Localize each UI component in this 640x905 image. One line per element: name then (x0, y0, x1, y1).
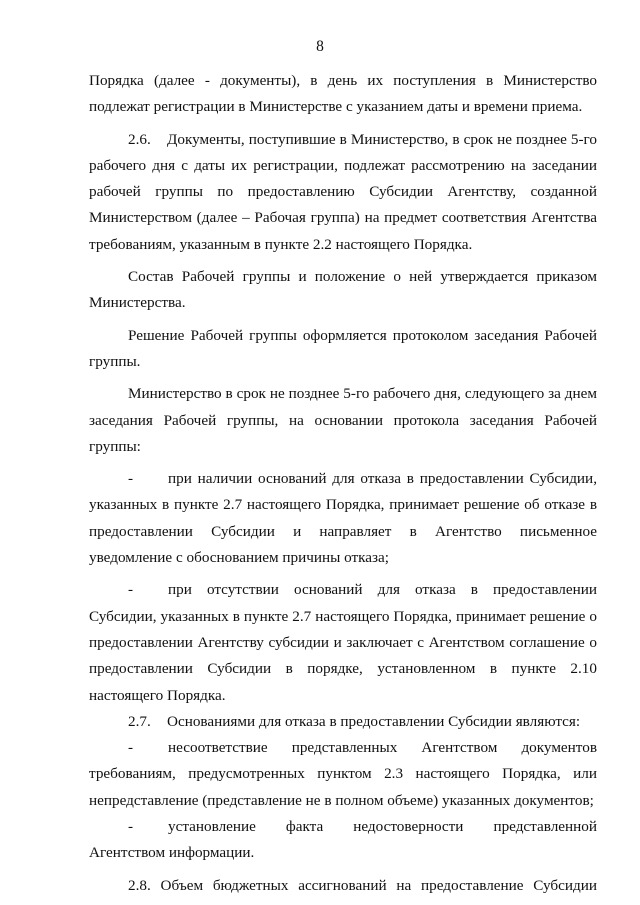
clause-2-8 (89, 873, 597, 899)
clause-number: 2.6. (128, 130, 151, 148)
paragraph-text: Решение Рабочей группы оформляется протоколом заседания Рабочей группы. (89, 326, 597, 370)
paragraph-text: при отсутствии оснований для отказа в предоставлении Субсидии, указанных в пункте 2.7 настоящего Порядка, принимает решение о предоставлении Агентству субсидии и заключает с Агентством соглашение о предоставлении Субсидии в порядке, установленном в пункте 2.10 настоящего Порядка. (89, 581, 597, 704)
clause-2-6 (89, 127, 597, 258)
list-item-noncompliance (89, 735, 597, 814)
paragraph-text: установление факта недостоверности представленной Агентством информации. (89, 818, 597, 862)
list-item-approval (89, 577, 597, 708)
paragraph-text: Объем бюджетных ассигнований на предоставление Субсидии (160, 876, 598, 894)
list-dash: - (128, 818, 134, 836)
list-dash: - (128, 470, 134, 488)
clause-number: 2.7. (128, 712, 151, 730)
list-item-refusal (89, 466, 597, 571)
document-body (89, 68, 597, 899)
paragraph-text: Основаниями для отказа в предоставлении Субсидии являются: (167, 712, 581, 730)
paragraph-text: Состав Рабочей группы и положение о ней утверждается приказом Министерства. (89, 268, 597, 312)
paragraph-text: Документы, поступившие в Министерство, в срок не позднее 5-го рабочего дня с даты их регистрации, подлежат рассмотрению на заседании рабочей группы по предоставлению Субсидии Агентству, созданной Министерством (далее – Рабочая группа) на предмет соответствия Агентства требованиям, указанным в пункте 2.2 настоящего Порядка. (89, 130, 597, 253)
list-dash: - (128, 739, 134, 757)
paragraph-text: при наличии оснований для отказа в предоставлении Субсидии, указанных в пункте 2.7 настоящего Порядка, принимает решение об отказе в предоставлении Субсидии и направляет в Агентство письменное уведомление с обоснованием причины отказа; (89, 470, 597, 567)
list-item-false-information (89, 814, 597, 867)
paragraph-text: Министерство в срок не позднее 5-го рабочего дня, следующего за днем заседания Рабочей группы, на основании протокола заседания Рабочей группы: (89, 385, 597, 455)
paragraph-text: несоответствие представленных Агентством документов требованиям, предусмотренных пунктом 2.3 настоящего Порядка, или непредставление (представление не в полном объеме) указанных документов; (89, 739, 597, 809)
paragraph-working-group-decision (89, 323, 597, 376)
paragraph-ministry-deadline (89, 381, 597, 460)
paragraph-working-group-composition (89, 264, 597, 317)
clause-2-7 (89, 709, 597, 735)
page-number: 8 (316, 38, 324, 55)
list-dash: - (128, 581, 134, 599)
paragraph-text: Порядка (далее - документы), в день их поступления в Министерство подлежат регистрации в Министерстве с указанием даты и времени приема. (89, 72, 597, 116)
clause-number: 2.8. (128, 876, 151, 894)
paragraph-continuation (89, 68, 597, 121)
